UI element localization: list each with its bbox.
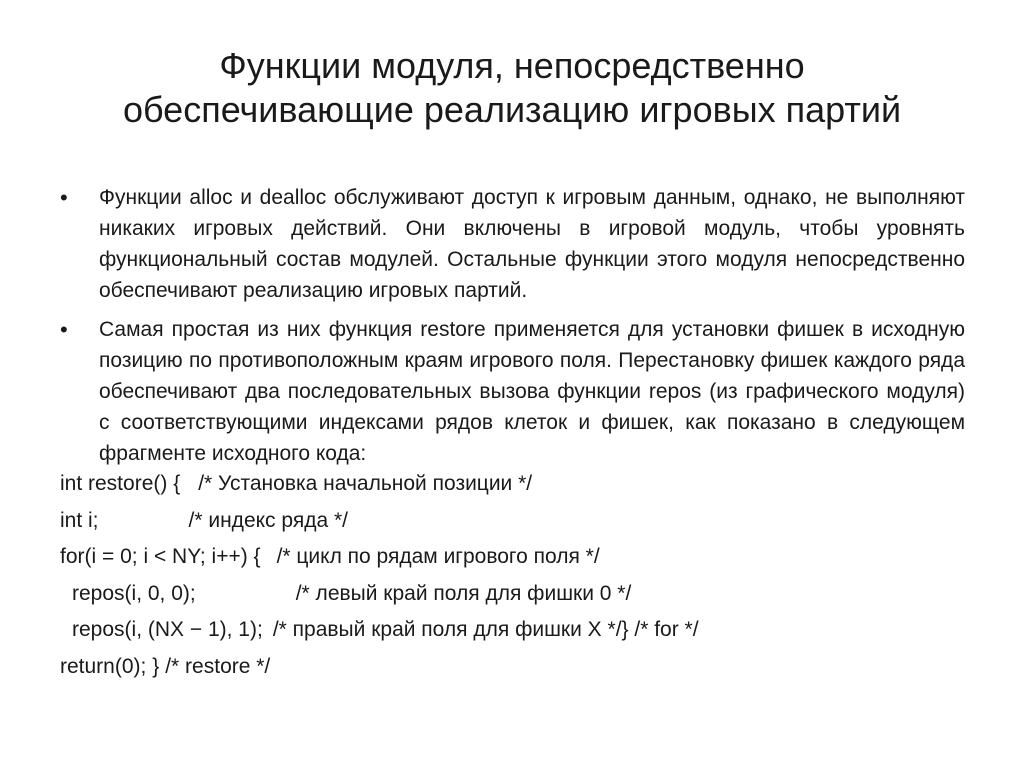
code-line-6-code: return(0); } — [60, 654, 160, 678]
code-line-1-comment: /* Установка начальной позиции */ — [198, 472, 533, 495]
bullet-text-2: Самая простая из них функция restore применяется для установки фишек в исходную позицию по противоположным краям игрового поля. Перестановку фишек каждого ряда обеспечивают два последовательных вызова функции repos (из графического модуля) с соответствующими индексами рядов клеток и фишек, как показано в следующем фрагменте исходного кода: — [99, 318, 965, 465]
bullet-marker-icon: • — [60, 185, 68, 210]
code-line-3-comment: /* цикл по рядам игрового поля */ — [276, 545, 600, 568]
code-block — [60, 468, 965, 687]
code-line-2-comment: /* индекс ряда */ — [188, 508, 348, 532]
bullet-item-2 — [60, 314, 965, 469]
slide-title-line-2: обеспечивающие реализацию игровых партий — [122, 89, 902, 130]
code-line-4-comment: /* левый край поля для фишки 0 */ — [295, 581, 632, 605]
code-line-5 — [60, 614, 965, 651]
code-line-5-comment: /* правый край поля для фишки X */} /* for */ — [272, 618, 699, 641]
code-line-2 — [60, 505, 965, 542]
slide-title — [60, 44, 964, 132]
code-line-4-code: repos(i, 0, 0); — [72, 581, 196, 605]
code-line-5-code: repos(i, (NX − 1), 1); — [72, 618, 263, 641]
code-line-6 — [60, 651, 965, 688]
bullet-text-1: Функции alloc и dealloc обслуживают доступ к игровым данным, однако, не выполняют никаких игровых действий. Они включены в игровой модуль, чтобы уровнять функциональный состав модулей. Остальные функции этого модуля непосредственно обеспечивают реализацию игровых партий. — [99, 186, 965, 302]
bullet-list — [60, 182, 965, 477]
bullet-item-1 — [60, 182, 965, 306]
code-line-3-code: for(i = 0; i < NY; i++) { — [60, 545, 261, 568]
code-line-1 — [60, 468, 965, 505]
code-line-2-code: int i; — [60, 508, 99, 532]
code-line-1-code: int restore() { — [60, 472, 181, 495]
code-line-3 — [60, 541, 965, 578]
bullet-marker-icon: • — [60, 317, 68, 342]
code-line-6-comment: /* restore */ — [165, 654, 271, 678]
slide-title-line-1: Функции модуля, непосредственно — [219, 45, 805, 86]
code-line-4 — [60, 578, 965, 615]
